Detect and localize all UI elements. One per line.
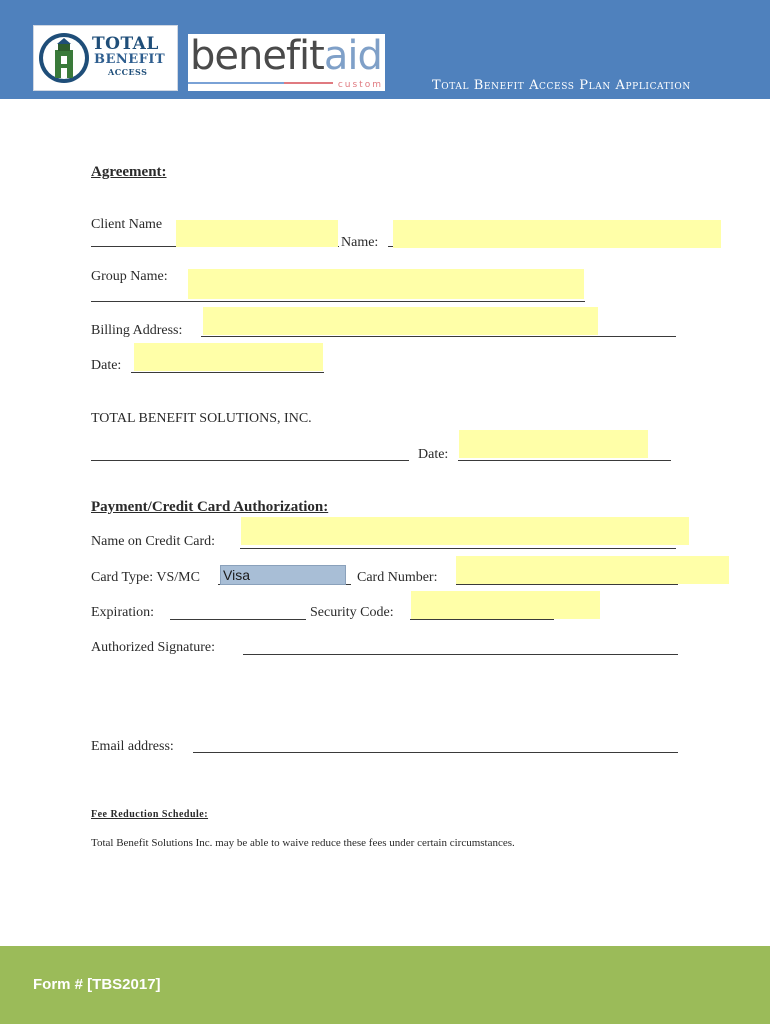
page-title: Total Benefit Access Plan Application (432, 78, 691, 93)
client-name-label: Client Name (91, 217, 163, 232)
billing-address-label: Billing Address: (91, 323, 183, 338)
fee-reduction-heading: Fee Reduction Schedule: (91, 809, 209, 820)
name-on-card-underline (240, 548, 676, 549)
date-underline (131, 372, 324, 373)
agreement-heading: Agreement: (91, 164, 167, 180)
logo-text-benefit-main: benefit (190, 33, 324, 79)
name-on-card-label: Name on Credit Card: (91, 534, 216, 549)
company-date-field[interactable] (459, 430, 648, 458)
date-field[interactable] (134, 343, 323, 371)
email-label: Email address: (91, 739, 174, 754)
card-number-underline (456, 584, 678, 585)
billing-address-field[interactable] (203, 307, 598, 335)
email-underline (193, 752, 678, 753)
payment-heading: Payment/Credit Card Authorization: (91, 499, 329, 515)
signature-label: Authorized Signature: (91, 640, 216, 655)
group-name-field[interactable] (188, 269, 584, 299)
company-signature-underline (91, 460, 409, 461)
company-date-label: Date: (418, 447, 449, 462)
fee-reduction-text: Total Benefit Solutions Inc. may be able to waive reduce these fees under certain circumstances. (91, 837, 515, 849)
form-number: Form # [TBS2017] (33, 976, 161, 993)
logo-text-access: ACCESS (108, 67, 148, 77)
lighthouse-icon (38, 30, 90, 86)
card-type-select[interactable]: Visa (220, 565, 346, 585)
name-on-card-field[interactable] (241, 517, 689, 545)
security-code-field[interactable] (411, 591, 600, 619)
security-code-label: Security Code: (310, 605, 394, 620)
name-field[interactable] (393, 220, 721, 248)
company-date-underline (458, 460, 671, 461)
logo-text-aid: aid (323, 33, 382, 79)
card-type-label: Card Type: VS/MC (91, 570, 200, 585)
card-number-field[interactable] (456, 556, 729, 584)
card-number-label: Card Number: (357, 570, 438, 585)
benefitaid-logo (188, 34, 385, 91)
group-name-underline (91, 301, 585, 302)
billing-address-underline (201, 336, 676, 337)
name-label: Name: (341, 235, 379, 250)
client-name-field[interactable] (176, 220, 338, 247)
expiration-label: Expiration: (91, 605, 154, 620)
date-label: Date: (91, 358, 122, 373)
group-name-label: Group Name: (91, 269, 168, 284)
company-name: TOTAL BENEFIT SOLUTIONS, INC. (91, 411, 312, 426)
logo-text-benefit: BENEFIT (94, 52, 166, 67)
expiration-underline (170, 619, 306, 620)
logo-text-custom: custom (337, 80, 383, 90)
total-benefit-access-logo (33, 25, 178, 91)
logo-bar-blue (188, 82, 284, 84)
security-code-underline (410, 619, 554, 620)
signature-underline (243, 654, 678, 655)
logo-text-total: TOTAL (92, 34, 159, 54)
